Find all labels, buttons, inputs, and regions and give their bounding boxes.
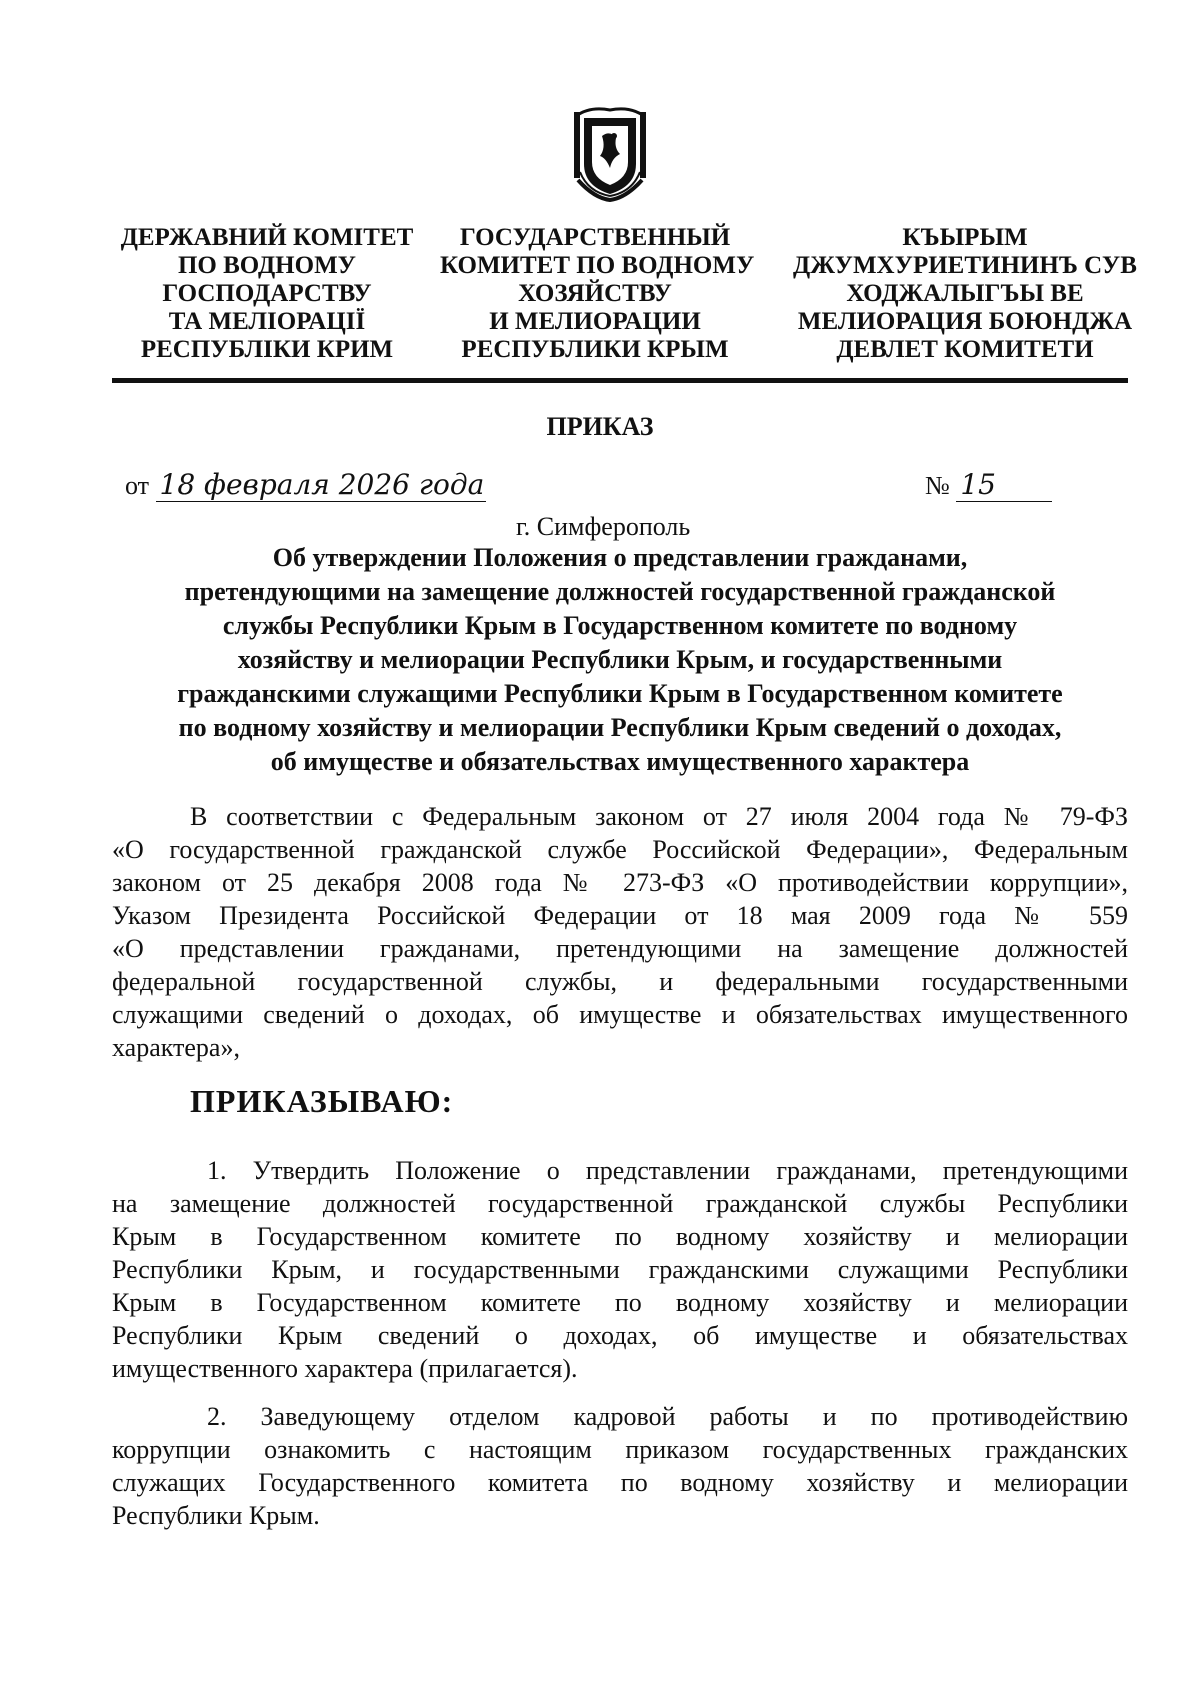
subject-line: хозяйству и мелиорации Республики Крым, и государственными <box>237 645 1003 674</box>
header-ua-line: РЕСПУБЛІКИ КРИМ <box>140 336 394 363</box>
header-ru-line: И МЕЛИОРАЦИИ <box>489 308 701 335</box>
order-heading: ПРИКАЗЫВАЮ: <box>190 1083 454 1119</box>
city: г. Симферополь <box>516 512 691 541</box>
subject-line: гражданскими служащими Республики Крым в Государственном комитете <box>177 679 1063 708</box>
header-crh <box>790 224 1140 364</box>
date-line <box>125 468 486 502</box>
item-1-line: Крым в Государственном комитете по водному хозяйству и мелиорации <box>112 1222 1128 1251</box>
subject-line: об имуществе и обязательствах имущественного характера <box>270 747 970 776</box>
number-line <box>925 468 1052 502</box>
item-2-line: 2. Заведующему отделом кадровой работы и по противодействию <box>207 1402 1128 1431</box>
intro-line: В соответствии с Федеральным законом от 27 июля 2004 года № 79-ФЗ <box>190 802 1128 831</box>
header-crh-line: ДЕВЛЕТ КОМИТЕТИ <box>836 336 1094 363</box>
intro-line: характера», <box>112 1033 240 1062</box>
header-ru-line: РЕСПУБЛИКИ КРЫМ <box>461 336 729 363</box>
subject-line: службы Республики Крым в Государственном комитете по водному <box>222 611 1018 640</box>
header-crh-line: ДЖУМХУРИЕТИНИНЪ СУВ <box>793 252 1137 279</box>
item-1-line: Республики Крым, и государственными гражданскими служащими Республики <box>112 1255 1128 1284</box>
header-ua-line: ГОСПОДАРСТВУ <box>162 280 372 307</box>
intro-line: служащими сведений о доходах, об имуществе и обязательствах имущественного <box>112 1000 1128 1029</box>
header-ru-line: КОМИТЕТ ПО ВОДНОМУ <box>440 252 755 279</box>
item-1-paragraph <box>112 1154 1128 1385</box>
header-ua <box>112 224 422 364</box>
item-1-line: имущественного характера (прилагается). <box>112 1354 578 1383</box>
item-2-line: служащих Государственного комитета по водному хозяйству и мелиорации <box>112 1468 1128 1497</box>
item-2-line: коррупции ознакомить с настоящим приказом государственных гражданских <box>112 1435 1128 1464</box>
number-prefix: № <box>925 471 950 500</box>
document-subject <box>112 541 1128 779</box>
item-2-paragraph <box>112 1400 1128 1532</box>
subject-line: по водному хозяйству и мелиорации Республики Крым сведений о доходах, <box>178 713 1062 742</box>
document-title: ПРИКАЗ <box>546 412 654 441</box>
item-1-line: Республики Крым сведений о доходах, об имуществе и обязательствах <box>112 1321 1128 1350</box>
header-ua-line: ДЕРЖАВНИЙ КОМІТЕТ <box>120 224 414 251</box>
header-ua-line: ПО ВОДНОМУ <box>177 252 357 279</box>
header-crh-line: КЪЫРЫМ <box>902 224 1028 251</box>
item-1-line: на замещение должностей государственной гражданской службы Республики <box>112 1189 1128 1218</box>
item-2-line: Республики Крым. <box>112 1501 320 1530</box>
coat-of-arms-icon <box>570 102 650 202</box>
intro-line: «О государственной гражданской службе Российской Федерации», Федеральным <box>112 835 1128 864</box>
intro-paragraph <box>112 800 1128 1064</box>
header-crh-line: МЕЛИОРАЦИЯ БОЮНДЖА <box>797 308 1133 335</box>
header-ru-line: ХОЗЯЙСТВУ <box>518 280 672 307</box>
header-divider <box>112 378 1128 383</box>
subject-line: претендующими на замещение должностей государственной гражданской <box>184 577 1056 606</box>
header-ru-line: ГОСУДАРСТВЕННЫЙ <box>459 224 731 251</box>
number-handwritten: 15 <box>956 468 1052 502</box>
header-ua-line: ТА МЕЛІОРАЦІЇ <box>168 308 366 335</box>
item-1-line: Крым в Государственном комитете по водному хозяйству и мелиорации <box>112 1288 1128 1317</box>
intro-line: законом от 25 декабря 2008 года № 273-ФЗ «О противодействии коррупции», <box>112 868 1128 897</box>
date-prefix: от <box>125 471 150 500</box>
intro-line: федеральной государственной службы, и федеральными государственными <box>112 967 1128 996</box>
item-1-line: 1. Утвердить Положение о представлении гражданами, претендующими <box>207 1156 1128 1185</box>
subject-line: Об утверждении Положения о представлении гражданами, <box>272 543 968 572</box>
date-handwritten: 18 февраля 2026 года <box>156 468 487 502</box>
header-crh-line: ХОДЖАЛЫГЪЫ ВЕ <box>846 280 1084 307</box>
intro-line: «О представлении гражданами, претендующими на замещение должностей <box>112 934 1128 963</box>
intro-line: Указом Президента Российской Федерации от 18 мая 2009 года № 559 <box>112 901 1128 930</box>
header-ru <box>440 224 755 364</box>
